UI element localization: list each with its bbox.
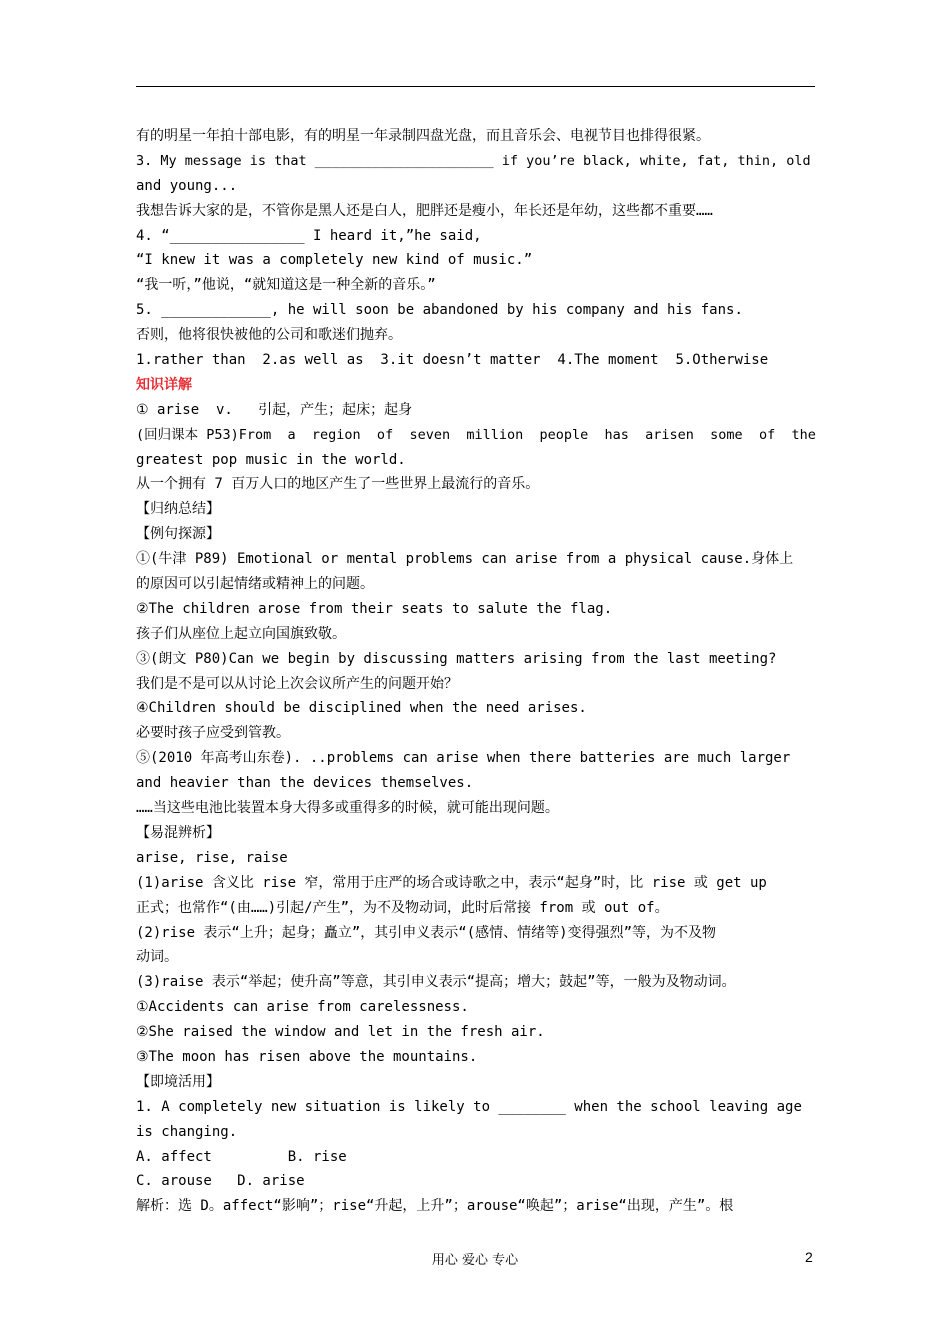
text-line: (2)rise 表示“上升；起身；矗立”，其引申义表示“(感情、情绪等)变得强烈”等，为不及物 <box>136 924 716 941</box>
text-line: C. arouse D. arise <box>136 1173 305 1190</box>
text-line: 我想告诉大家的是，不管你是黑人还是白人，肥胖还是瘦小，年长还是年幼，这些都不重要…… <box>136 202 713 219</box>
text-line: 的原因可以引起情绪或精神上的问题。 <box>136 576 374 593</box>
text-line: ③(朗文 P80)Can we begin by discussing matters arising from the last meeting? <box>136 650 777 667</box>
text-line: ④Children should be disciplined when the need arises. <box>136 700 587 717</box>
text-line: 我们是不是可以从讨论上次会议所产生的问题开始？ <box>136 675 458 692</box>
text-line: ……当这些电池比装置本身大得多或重得多的时候，就可能出现问题。 <box>136 800 559 817</box>
text-line: 5. _____________, he will soon be abandoned by his company and his fans. <box>136 302 743 319</box>
text-line: 【易混辨析】 <box>136 824 220 841</box>
text-line: A. affect B. rise <box>136 1148 347 1165</box>
text-line: 【例句探源】 <box>136 526 220 543</box>
text-line: (回归课本 P53)From a region of seven million people has arisen some of the <box>136 426 816 443</box>
text-line: ①Accidents can arise from carelessness. <box>136 999 469 1016</box>
text-line: greatest pop music in the world. <box>136 451 406 468</box>
text-line: 从一个拥有 7 百万人口的地区产生了一些世界上最流行的音乐。 <box>136 476 540 493</box>
text-line: ②She raised the window and let in the fresh air. <box>136 1024 545 1041</box>
text-line: 正式；也常作“(由……)引起/产生”，为不及物动词，此时后常接 from 或 out of。 <box>136 899 669 916</box>
text-line: ①(牛津 P89) Emotional or mental problems can arise from a physical cause.身体上 <box>136 551 794 568</box>
footer-text: 用心 爱心 专心 <box>431 1253 519 1268</box>
text-line: ③The moon has risen above the mountains. <box>136 1048 478 1065</box>
text-line: 4. “________________ I heard it,”he said, <box>136 227 482 244</box>
text-line: 3. My message is that ______________________ if you’re black, white, fat, thin, old <box>136 152 811 169</box>
text-line: (3)raise 表示“举起；使升高”等意，其引申义表示“提高；增大；鼓起”等，一般为及物动词。 <box>136 974 736 991</box>
text-line: “I knew it was a completely new kind of music.” <box>136 252 533 269</box>
section-heading: 知识详解 <box>136 376 192 393</box>
text-line: 必要时孩子应受到管教。 <box>136 725 290 742</box>
text-line: arise, rise, raise <box>136 849 288 866</box>
text-line: ⑤(2010 年高考山东卷). ..problems can arise when there batteries are much larger <box>136 750 791 767</box>
text-line: ②The children arose from their seats to salute the flag. <box>136 600 613 617</box>
text-line: “我一听，”他说，“就知道这是一种全新的音乐。” <box>136 277 436 294</box>
text-line: (1)arise 含义比 rise 窄，常用于庄严的场合或诗歌之中，表示“起身”时，比 rise 或 get up <box>136 874 767 891</box>
text-line: 解析：选 D。affect“影响”；rise“升起，上升”；arouse“唤起”；arise“出现，产生”。根 <box>136 1198 734 1215</box>
text-line: 否则，他将很快被他的公司和歌迷们抛弃。 <box>136 327 402 344</box>
text-line: is changing. <box>136 1123 238 1140</box>
text-line: 1.rather than 2.as well as 3.it doesn’t matter 4.The moment 5.Otherwise <box>136 352 769 369</box>
text-line: 1. A completely new situation is likely to ________ when the school leaving age <box>136 1098 802 1115</box>
text-line: 【归纳总结】 <box>136 501 220 518</box>
text-line: 有的明星一年拍十部电影，有的明星一年录制四盘光盘，而且音乐会、电视节目也排得很紧。 <box>136 128 710 144</box>
text-line: and heavier than the devices themselves. <box>136 775 474 792</box>
text-line: 孩子们从座位上起立向国旗致敬。 <box>136 625 346 642</box>
page-number: 2 <box>805 1249 813 1265</box>
text-line: and young... <box>136 177 238 194</box>
text-line: 【即境活用】 <box>136 1073 220 1090</box>
header-rule <box>136 86 815 87</box>
document-body <box>136 124 818 1219</box>
text-line: ① arise v. 引起，产生；起床；起身 <box>136 401 413 418</box>
text-line: 动词。 <box>136 949 178 966</box>
